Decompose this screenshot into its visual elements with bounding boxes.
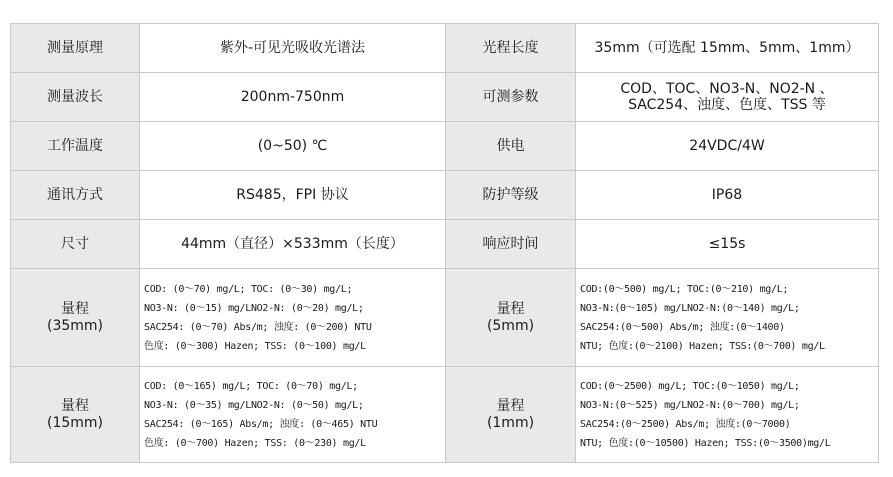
range-line: COD: (0～70) mg/L; TOC: (0～30) mg/L;	[144, 283, 353, 295]
range-line: COD:(0～500) mg/L; TOC:(0～210) mg/L;	[580, 283, 789, 295]
range-line: NO3-N:(0～525) mg/LNO2-N:(0～700) mg/L;	[580, 399, 800, 411]
range-path-length: (1mm)	[486, 414, 535, 431]
spec-label: 尺寸	[11, 220, 140, 269]
range-label-text: 量程	[61, 397, 89, 414]
range-label-text: 量程	[496, 300, 525, 317]
table-row	[11, 122, 879, 171]
spec-value: 200nm-750nm	[140, 73, 446, 122]
range-line: SAC254: (0～70) Abs/m; 浊度: (0～200) NTU	[144, 321, 372, 333]
spec-value-line: SAC254、浊度、色度、TSS 等	[628, 97, 826, 113]
spec-value: ≤15s	[576, 220, 879, 269]
range-line: NO3-N:(0～105) mg/LNO2-N:(0～140) mg/L;	[580, 302, 800, 314]
spec-label: 响应时间	[446, 220, 576, 269]
spec-table	[10, 23, 879, 463]
range-label	[11, 269, 140, 367]
range-label-text: 量程	[496, 397, 525, 414]
range-path-length: (15mm)	[46, 414, 103, 431]
table-row	[11, 220, 879, 269]
range-line: COD: (0～165) mg/L; TOC: (0～70) mg/L;	[144, 380, 358, 392]
range-values	[140, 367, 446, 463]
range-line: COD:(0～2500) mg/L; TOC:(0～1050) mg/L;	[580, 380, 800, 392]
spec-label: 通讯方式	[11, 171, 140, 220]
spec-label: 防护等级	[446, 171, 576, 220]
spec-value-multiline	[576, 73, 879, 122]
spec-value: 44mm（直径）×533mm（长度）	[140, 220, 446, 269]
spec-label: 工作温度	[11, 122, 140, 171]
range-line: SAC254:(0～2500) Abs/m; 浊度:(0～7000)	[580, 418, 791, 430]
spec-label: 测量原理	[11, 24, 140, 73]
range-line: SAC254: (0～165) Abs/m; 浊度: (0～465) NTU	[144, 418, 378, 430]
spec-label: 供电	[446, 122, 576, 171]
spec-value: (0~50) ℃	[140, 122, 446, 171]
spec-value: 24VDC/4W	[576, 122, 879, 171]
spec-value: IP68	[576, 171, 879, 220]
spec-value: RS485，FPI 协议	[140, 171, 446, 220]
table-row	[11, 171, 879, 220]
range-label	[446, 367, 576, 463]
range-path-length: (35mm)	[46, 317, 103, 334]
range-values	[140, 269, 446, 367]
table-row	[11, 269, 879, 367]
table-row	[11, 24, 879, 73]
range-label-text: 量程	[61, 300, 89, 317]
range-values	[576, 269, 879, 367]
range-line: NTU; 色度:(0～10500) Hazen; TSS:(0～3500)mg/L	[580, 437, 831, 449]
table-row	[11, 73, 879, 122]
range-line: 色度: (0～300) Hazen; TSS: (0～100) mg/L	[144, 340, 366, 352]
spec-label: 光程长度	[446, 24, 576, 73]
range-line: SAC254:(0～500) Abs/m; 浊度:(0～1400)	[580, 321, 785, 333]
range-line: NTU; 色度:(0～2100) Hazen; TSS:(0～700) mg/L	[580, 340, 825, 352]
range-line: NO3-N: (0～35) mg/LNO2-N: (0～50) mg/L;	[144, 399, 364, 411]
spec-label: 可测参数	[446, 73, 576, 122]
range-path-length: (5mm)	[486, 317, 535, 334]
range-line: 色度: (0～700) Hazen; TSS: (0～230) mg/L	[144, 437, 366, 449]
table-row	[11, 367, 879, 463]
range-label	[11, 367, 140, 463]
range-label	[446, 269, 576, 367]
spec-label: 测量波长	[11, 73, 140, 122]
spec-value: 紫外-可见光吸收光谱法	[140, 24, 446, 73]
spec-value: 35mm（可选配 15mm、5mm、1mm）	[576, 24, 879, 73]
range-values	[576, 367, 879, 463]
spec-value-line: COD、TOC、NO3-N、NO2-N 、	[620, 81, 834, 97]
range-line: NO3-N: (0～15) mg/LNO2-N: (0～20) mg/L;	[144, 302, 364, 314]
